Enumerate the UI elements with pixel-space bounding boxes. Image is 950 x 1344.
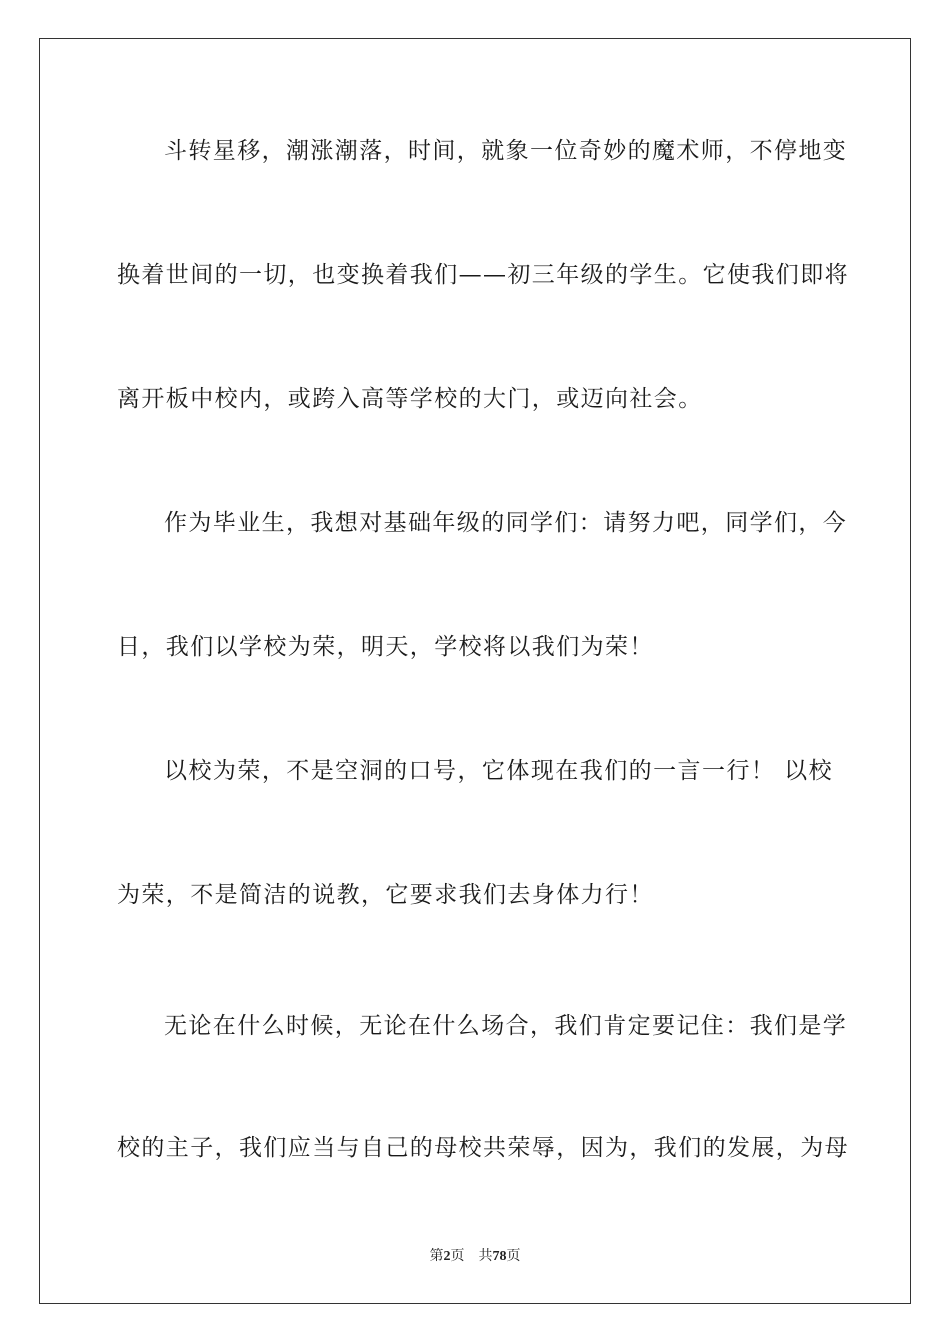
paragraph-line: 以校为荣，不是空洞的口号，它体现在我们的一言一行！ 以校 (164, 758, 833, 784)
page-footer (0, 1246, 950, 1267)
total-prefix: 共 (478, 1248, 493, 1264)
total-suffix: 页 (506, 1248, 521, 1264)
page-frame (39, 38, 911, 1304)
paragraph-line: 换着世间的一切，也变换着我们——初三年级的学生。它使我们即将 (117, 262, 849, 288)
page-number: 2 (443, 1249, 451, 1264)
paragraph-line: 斗转星移，潮涨潮落，时间，就象一位奇妙的魔术师，不停地变 (164, 138, 848, 164)
paragraph-line: 作为毕业生，我想对基础年级的同学们：请努力吧，同学们，今 (164, 510, 848, 536)
page-prefix: 第 (429, 1248, 444, 1264)
page-suffix: 页 (450, 1248, 465, 1264)
paragraph-line: 校的主子，我们应当与自己的母校共荣辱，因为，我们的发展，为母 (117, 1135, 849, 1161)
paragraph-line: 离开板中校内，或跨入高等学校的大门，或迈向社会。 (117, 386, 703, 412)
total-pages: 78 (492, 1249, 507, 1264)
paragraph-line: 为荣，不是简洁的说教，它要求我们去身体力行！ (117, 882, 654, 908)
paragraph-line: 无论在什么时候，无论在什么场合，我们肯定要记住：我们是学 (164, 1013, 848, 1039)
paragraph-line: 日，我们以学校为荣，明天，学校将以我们为荣！ (117, 634, 654, 660)
